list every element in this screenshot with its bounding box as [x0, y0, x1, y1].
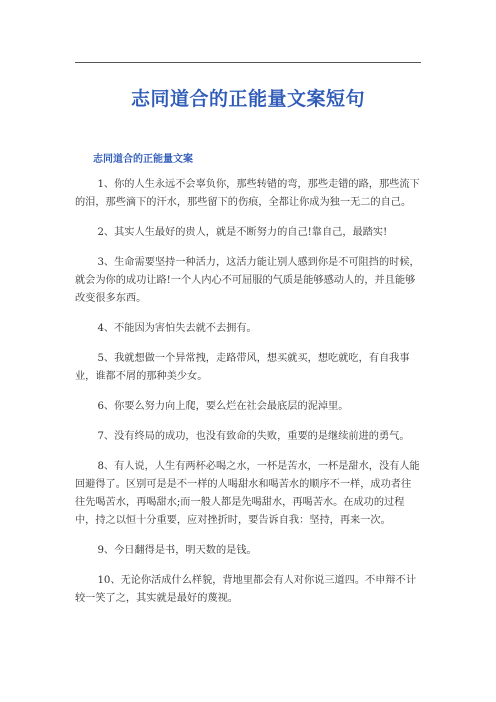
header-rule [75, 62, 421, 63]
document-title: 志同道合的正能量文案短句 [130, 88, 365, 110]
paragraph-9: 9、今日翻得是书，明天数的是钱。 [97, 545, 257, 556]
section-heading: 志同道合的正能量文案 [93, 154, 193, 165]
paragraph-1: 1、你的人生永远不会辜负你，那些转错的弯，那些走错的路，那些流下的泪，那些滴下的汗水，那些留下的伤痕，全都让你成为独一无二的自己。 [75, 179, 420, 208]
paragraph-6: 6、你要么努力向上爬，要么烂在社会最底层的泥淖里。 [97, 401, 349, 412]
paragraph-2: 2、其实人生最好的贵人，就是不断努力的自己!靠自己，最踏实! [97, 227, 388, 238]
paragraph-7: 7、没有终局的成功，也没有致命的失败，重要的是继续前进的勇气。 [97, 431, 410, 442]
paragraph-8: 8、有人说，人生有两杯必喝之水，一杯是苦水，一杯是甜水，没有人能回避得了。区别可是是不一样的人喝甜水和喝苦水的顺序不一样，成功者往往先喝苦水，再喝甜水;而一般人都是先喝甜水，再喝苦水。在成功的过程中，持之以恒十分重要，应对挫折时，要告诉自我：坚持，再来一次。 [75, 461, 420, 526]
paragraph-4: 4、不能因为害怕失去就不去拥有。 [97, 323, 257, 334]
paragraph-3: 3、生命需要坚持一种活力，这活力能让别人感到你是不可阻挡的时候，就会为你的成功让路!一个人内心不可屈服的气质是能够感动人的，并且能够改变很多东西。 [75, 257, 420, 304]
paragraph-10: 10、无论你活成什么样貌，背地里都会有人对你说三道四。不申辩不计较一笑了之，其实就是最好的蔑视。 [75, 575, 417, 604]
paragraph-5: 5、我就想做一个异常拽，走路带风，想买就买，想吃就吃，有自我事业，谁都不屑的那种美少女。 [75, 353, 410, 382]
document-body [75, 176, 421, 620]
